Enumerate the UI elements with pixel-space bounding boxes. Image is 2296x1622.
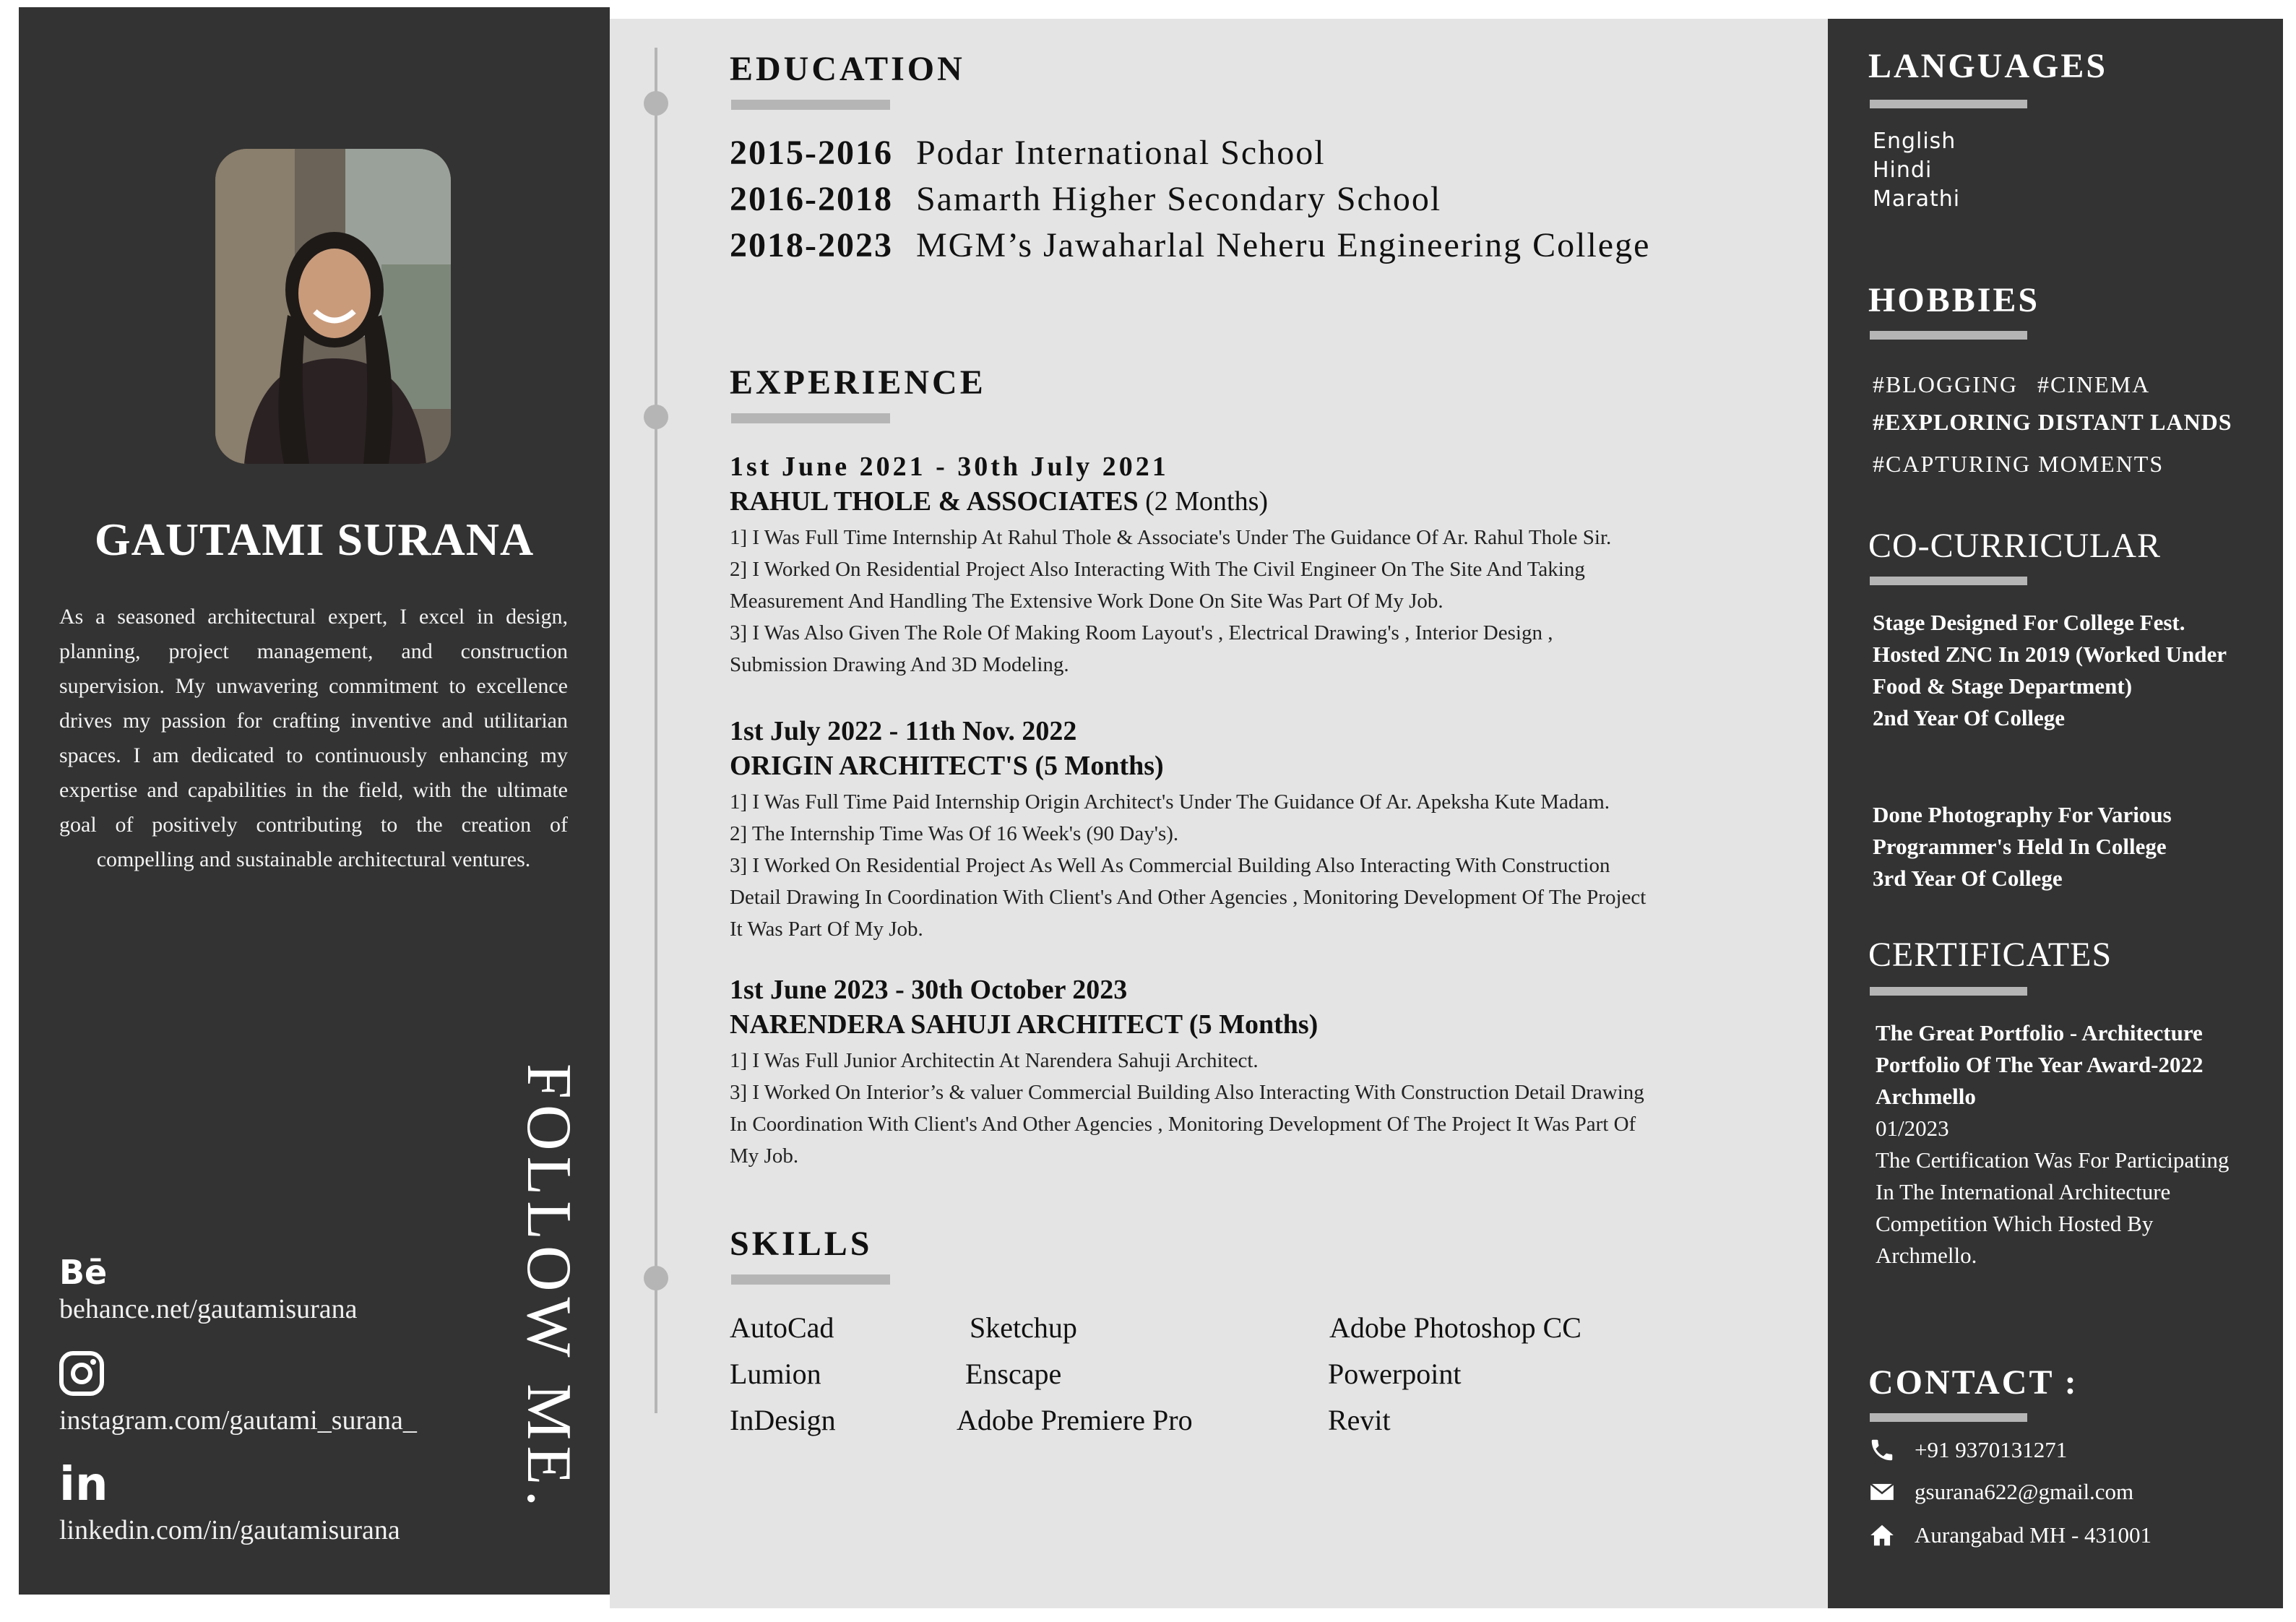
hobbies-underline (1870, 331, 2027, 340)
certificates-title: CERTIFICATES (1868, 936, 2112, 974)
language-item: English (1873, 129, 1956, 154)
experience-date: 1st June 2023 - 30th October 2023 (730, 975, 1128, 1005)
behance-link[interactable]: behance.net/gautamisurana (59, 1294, 358, 1324)
timeline-dot (644, 91, 668, 116)
experience-company: RAHUL THOLE & ASSOCIATES (2 Months) (730, 486, 1269, 517)
experience-company: NARENDERA SAHUJI ARCHITECT (5 Months) (730, 1009, 1319, 1040)
skill-item: Lumion (730, 1358, 821, 1390)
timeline-dot (644, 1266, 668, 1290)
instagram-icon (59, 1351, 417, 1397)
social-behance[interactable] (59, 1251, 358, 1325)
skill-item: Sketchup (970, 1311, 1077, 1344)
experience-date: 1st July 2022 - 11th Nov. 2022 (730, 716, 1077, 746)
timeline-dot (644, 405, 668, 429)
hobbies-title: HOBBIES (1868, 281, 2040, 319)
skill-item: Adobe Photoshop CC (1329, 1311, 1581, 1344)
experience-details: 1] I Was Full Time Paid Internship Origin Architect's Under The Guidance Of Ar. Apeksha Kute Madam. 2] The Internship Time Was Of 16 Week's (90 Day's). 3] I Worked On Residential Project As Well As Commercial Building Also Interacting With Construction Detail Drawing In Coordination With Client's And Other Agencies , Monitoring Development Of The Project It Was Part Of My Job. (730, 790, 1647, 941)
social-linkedin[interactable] (59, 1459, 400, 1546)
hobby-item: #EXPLORING DISTANT LANDS (1873, 409, 2232, 435)
skill-item: Powerpoint (1328, 1358, 1462, 1390)
cocurricular-underline (1870, 577, 2027, 585)
experience-company: ORIGIN ARCHITECT'S (5 Months) (730, 751, 1164, 781)
skills-title: SKILLS (730, 1225, 873, 1263)
skill-item: InDesign (730, 1404, 836, 1436)
timeline-line (655, 48, 657, 1413)
info-sidebar (1828, 19, 2283, 1608)
linkedin-link[interactable]: linkedin.com/in/gautamisurana (59, 1515, 400, 1545)
experience-title: EXPERIENCE (730, 363, 986, 402)
language-item: Hindi (1873, 158, 1933, 183)
cocurricular-title: CO-CURRICULAR (1868, 527, 2162, 565)
phone-icon (1868, 1436, 1896, 1464)
main-content (610, 19, 1828, 1608)
hobby-item: #CAPTURING MOMENTS (1873, 451, 2165, 477)
certificates-underline (1870, 987, 2027, 996)
contact-underline (1870, 1413, 2027, 1422)
contact-address: Aurangabad MH - 431001 (1868, 1522, 2152, 1549)
contact-title: CONTACT : (1868, 1363, 2079, 1402)
skill-item: Revit (1328, 1404, 1391, 1436)
experience-date: 1st June 2021 - 30th July 2021 (730, 452, 1169, 482)
contact-email[interactable]: gsurana622@gmail.com (1868, 1478, 2133, 1506)
languages-underline (1870, 100, 2027, 108)
home-icon (1868, 1522, 1896, 1549)
cocurricular-block: Stage Designed For College Fest. Hosted ZNC In 2019 (Worked Under Food & Stage Department) 2nd Year Of College (1873, 610, 2227, 730)
hobby-item: #BLOGGING (1873, 371, 2019, 397)
skill-item: AutoCad (730, 1311, 834, 1344)
follow-me-label: FOLLOW ME. (514, 1064, 584, 1513)
profile-name: GAUTAMI SURANA (94, 514, 535, 565)
instagram-link[interactable]: instagram.com/gautami_surana_ (59, 1405, 417, 1436)
experience-details: 1] I Was Full Junior Architectin At Narendera Sahuji Architect. 3] I Worked On Interior’s & valuer Commercial Building Also Interacting With Construction Detail Drawing In Coordination With Client's And Other Agencies , Monitoring Development Of The Project It Was Part Of My Job. (730, 1049, 1644, 1168)
education-row: 2016-2018 Samarth Higher Secondary School (730, 180, 1442, 218)
profile-summary: As a seasoned architectural expert, I excel in design, planning, project management, and construction supervision. My unwavering commitment to excellence drives my passion for crafting inventive and utilitarian spaces. I am dedicated to continuously enhancing my expertise and capabilities in the field, with the ultimate goal of positively contributing to the creation of compelling and sustainable architectural ventures. (59, 605, 568, 871)
linkedin-icon: in (59, 1458, 108, 1511)
languages-title: LANGUAGES (1868, 47, 2108, 85)
experience-details: 1] I Was Full Time Internship At Rahul Thole & Associate's Under The Guidance Of Ar. Rahul Thole Sir. 2] I Worked On Residential Project Also Interacting With The Civil Engineer On The Site And Taking Measurement And Handling The Extensive Work Done On Site Was Part Of My Job. 3] I Was Also Given The Role Of Making Room Layout's , Electrical Drawing's , Interior Design , Submission Drawing And 3D Modeling. (730, 526, 1612, 676)
certificate-details: The Great Portfolio - Architecture Portfolio Of The Year Award-2022 Archmello 01/2023 The Certification Was For Participating In The International Architecture Competition Which Hosted By Archmello. (1876, 1020, 2230, 1268)
experience-underline (731, 413, 890, 423)
skills-underline (731, 1274, 890, 1285)
mail-icon (1868, 1478, 1896, 1506)
education-underline (731, 100, 890, 110)
profile-photo (215, 149, 451, 464)
education-title: EDUCATION (730, 50, 965, 88)
social-instagram[interactable] (59, 1351, 417, 1436)
contact-phone[interactable]: +91 9370131271 (1868, 1436, 2067, 1464)
education-row: 2015-2016 Podar International School (730, 134, 1326, 172)
skill-item: Adobe Premiere Pro (957, 1404, 1193, 1436)
cocurricular-block: Done Photography For Various Programmer's Held In College 3rd Year Of College (1873, 802, 2172, 891)
behance-icon: Bē (59, 1253, 108, 1292)
education-row: 2018-2023 MGM’s Jawaharlal Neheru Engineering College (730, 226, 1651, 264)
language-item: Marathi (1873, 186, 1961, 212)
profile-sidebar (19, 7, 610, 1595)
skill-item: Enscape (965, 1358, 1062, 1390)
hobby-item: #CINEMA (2037, 371, 2151, 397)
